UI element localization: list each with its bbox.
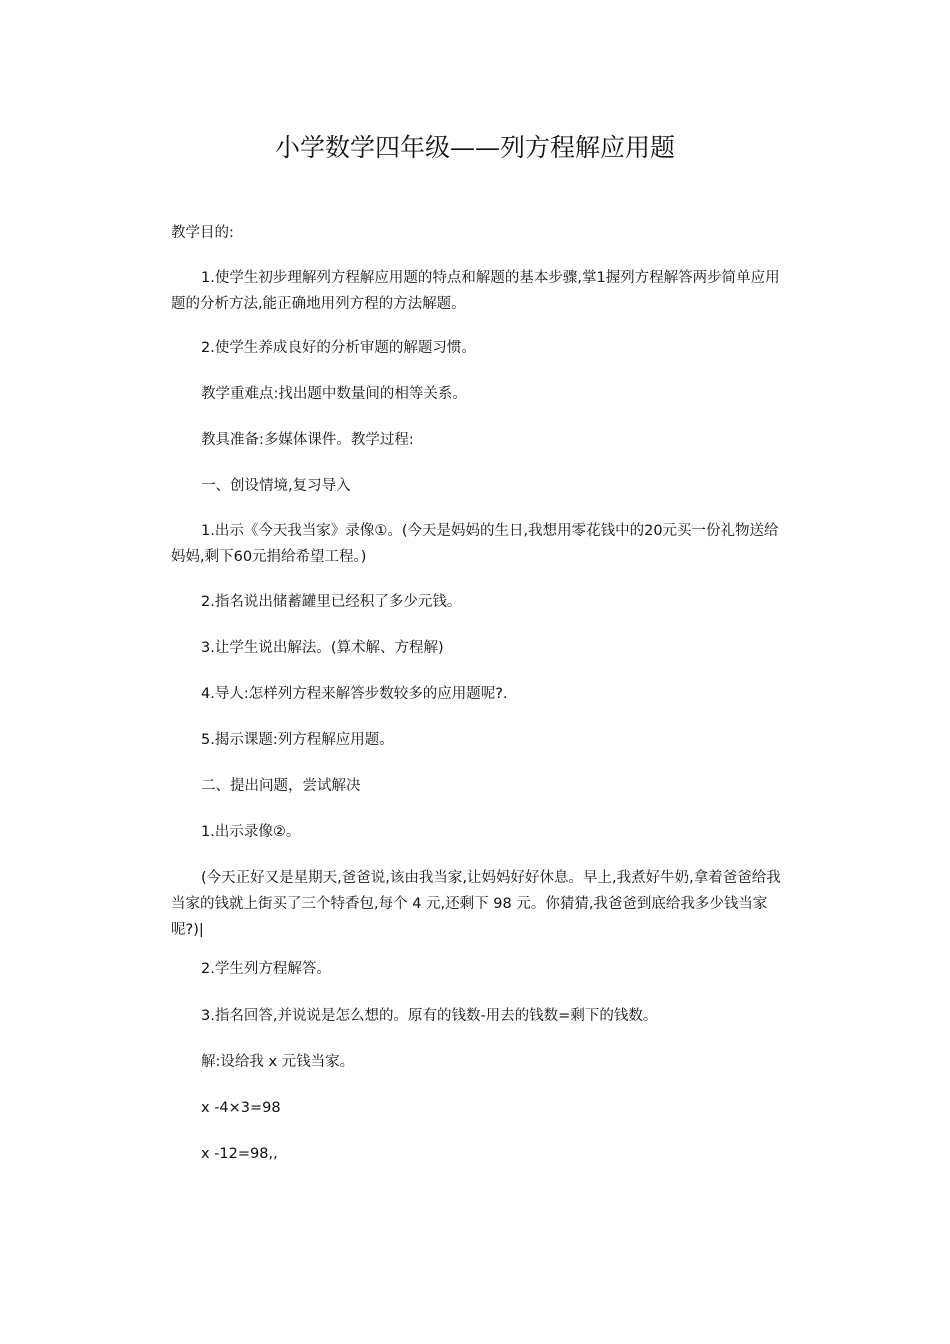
paragraph-step-2-2: 2.学生列方程解答。 [201,961,331,977]
paragraph-goal-2: 2.使学生养成良好的分析审题的解题习惯。 [201,340,476,356]
paragraph-section-2-heading: 二、提出问题，尝试解决 [201,778,361,794]
paragraph-teaching-goals-heading: 教学目的: [171,225,234,241]
paragraph-goal-1: 1.使学生初步理解列方程解应用题的特点和解题的基本步骤,掌1握列方程解答两步简单应用题的分析方法,能正确地用列方程的方法解题。 [171,270,780,312]
paragraph-step-1-3: 3.让学生说出解法。(算术解、方程解) [201,640,444,656]
paragraph-equation-1: x -4×3=98 [201,1100,281,1116]
paragraph-story: (今天正好又是星期天,爸爸说,该由我当家,让妈妈好好休息。早上,我煮好牛奶,拿着爸爸给我当家的钱就上街买了三个特香包,每个 4 元,还剩下 98 元。你猜猜,我爸爸到底给我多少钱当家呢?)| [171,870,781,938]
paragraph-key-points: 教学重难点:找出题中数量间的相等关系。 [201,386,467,402]
paragraph-materials: 教具准备:多媒体课件。教学过程: [201,432,414,448]
document-title: 小学数学四年级——列方程解应用题 [274,133,675,162]
paragraph-step-1-5: 5.揭示课题:列方程解应用题。 [201,732,394,748]
paragraph-step-1-1: 1.出示《今天我当家》录像①。(今天是妈妈的生日,我想用零花钱中的20元买一份礼物送给妈妈,剩下60元捐给希望工程。) [171,523,779,565]
paragraph-step-1-4: 4.导人:怎样列方程来解答步数较多的应用题呢?. [201,686,508,702]
paragraph-section-1-heading: 一、创设情境,复习导入 [201,478,351,494]
paragraph-step-2-1: 1.出示录像②。 [201,824,301,840]
paragraph-equation-2: x -12=98,, [201,1146,278,1162]
paragraph-solution-let: 解:设给我 x 元钱当家。 [201,1054,355,1070]
paragraph-step-1-2: 2.指名说出储蓄罐里已经积了多少元钱。 [201,594,462,610]
paragraph-step-2-3: 3.指名回答,并说说是怎么想的。原有的钱数-用去的钱数=剩下的钱数。 [201,1008,658,1024]
